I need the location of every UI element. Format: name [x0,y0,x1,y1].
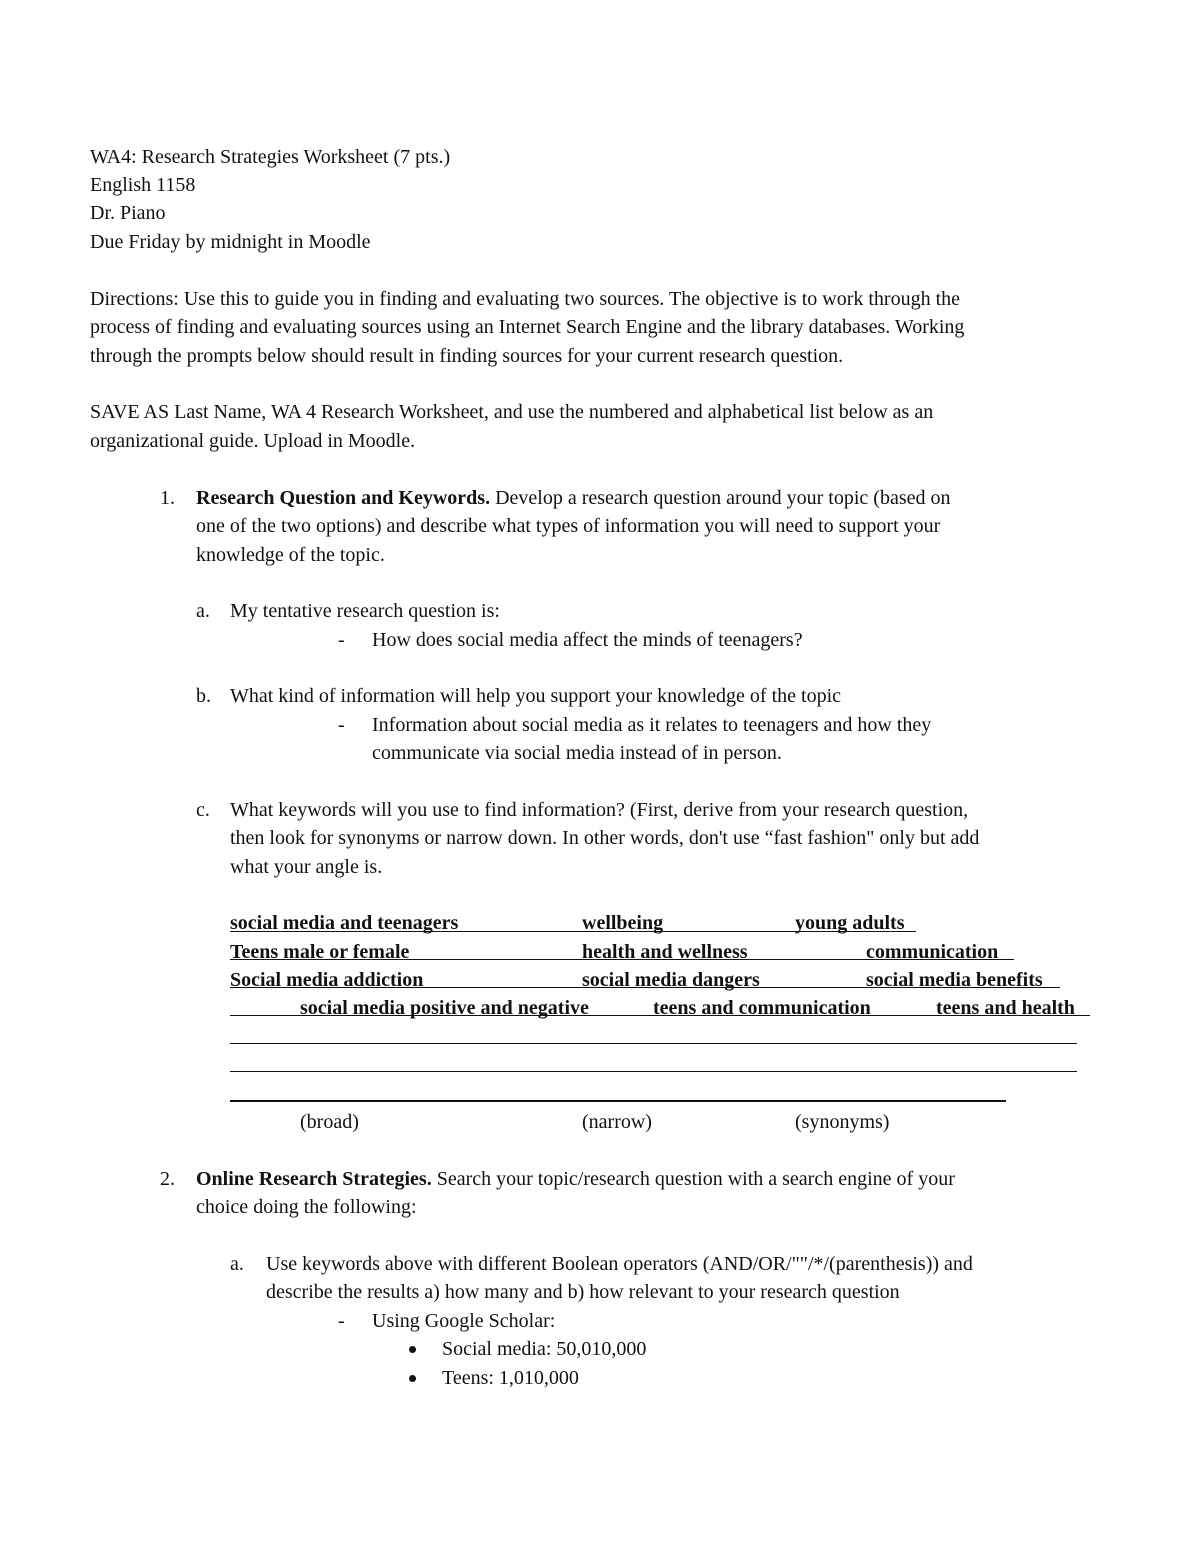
item-1a-dash: - [338,629,345,651]
section-2-line-1-text: Search your topic/research question with a search engine of your [431,1168,955,1190]
keyword-synonym: communication [866,941,999,963]
section-1-line-3: knowledge of the topic. [196,544,385,566]
instructor-name: Dr. Piano [90,202,166,224]
column-label-synonyms: (synonyms) [795,1111,890,1133]
worksheet-title: WA4: Research Strategies Worksheet (7 pts.) [90,146,451,168]
column-label-narrow: (narrow) [582,1111,652,1133]
course-name: English 1158 [90,174,196,196]
blank-answer-line [230,1100,1006,1102]
directions-line-3: through the prompts below should result in finding sources for your current research question. [90,345,844,367]
bullet-icon [409,1375,416,1382]
due-date: Due Friday by midnight in Moodle [90,231,371,253]
section-1-heading: Research Question and Keywords. [196,487,491,509]
directions-line-1: Directions: Use this to guide you in finding and evaluating two sources. The objective is to work through the [90,288,961,310]
item-1c-line-2: then look for synonyms or narrow down. In other words, don't use “fast fashion" only but add [230,827,980,849]
information-answer-line-2: communicate via social media instead of in person. [372,742,782,764]
keyword-row-underline [230,931,916,932]
keyword-narrow: teens and communication [653,997,871,1019]
information-answer-line-1: Information about social media as it relates to teenagers and how they [372,714,932,736]
keyword-broad: social media and teenagers [230,912,459,934]
keyword-synonym: young adults [795,912,905,934]
result-count-social-media: Social media: 50,010,000 [442,1338,647,1360]
keyword-broad: Social media addiction [230,969,424,991]
keyword-narrow: social media dangers [582,969,760,991]
keyword-row-underline [230,1015,1090,1016]
item-2a-line-2: describe the results a) how many and b) how relevant to your research question [266,1281,900,1303]
item-1a-prompt: My tentative research question is: [230,600,500,622]
search-engine-label: Using Google Scholar: [372,1310,556,1332]
item-1a-marker: a. [196,600,210,622]
keyword-synonym: social media benefits [866,969,1043,991]
section-1-line-1-text: Develop a research question around your topic (based on [490,487,951,509]
section-2-line-2: choice doing the following: [196,1196,417,1218]
item-1c-line-3: what your angle is. [230,856,383,878]
blank-answer-line [230,1071,1077,1072]
keyword-row-underline [230,987,1060,988]
result-count-teens: Teens: 1,010,000 [442,1367,579,1389]
item-1c-line-1: What keywords will you use to find information? (First, derive from your research question, [230,799,969,821]
keyword-row-underline [230,959,1014,960]
section-1-number: 1. [160,487,175,509]
section-2-number: 2. [160,1168,175,1190]
keyword-broad: social media positive and negative [300,997,589,1019]
item-1b-marker: b. [196,685,211,707]
research-question-answer: How does social media affect the minds of teenagers? [372,629,803,651]
item-1c-marker: c. [196,799,210,821]
item-1b-dash: - [338,714,345,736]
section-2-heading: Online Research Strategies. [196,1168,432,1190]
keyword-narrow: health and wellness [582,941,748,963]
item-2a-marker: a. [230,1253,244,1275]
section-1-line-2: one of the two options) and describe what types of information you will need to support your [196,515,941,537]
section-2-line-1 [196,1165,955,1194]
item-1b-prompt: What kind of information will help you support your knowledge of the topic [230,685,841,707]
directions-line-2: process of finding and evaluating sources using an Internet Search Engine and the library databases. Working [90,316,965,338]
keyword-synonym: teens and health [936,997,1075,1019]
save-as-line-1: SAVE AS Last Name, WA 4 Research Worksheet, and use the numbered and alphabetical list below as an [90,401,934,423]
column-label-broad: (broad) [300,1111,359,1133]
item-2a-dash: - [338,1310,345,1332]
save-as-line-2: organizational guide. Upload in Moodle. [90,430,416,452]
blank-answer-line [230,1043,1077,1044]
keyword-narrow: wellbeing [582,912,664,934]
item-2a-line-1: Use keywords above with different Boolean operators (AND/OR/""/*/(parenthesis)) and [266,1253,973,1275]
bullet-icon [409,1346,416,1353]
section-1-line-1 [196,484,951,513]
keyword-broad: Teens male or female [230,941,410,963]
